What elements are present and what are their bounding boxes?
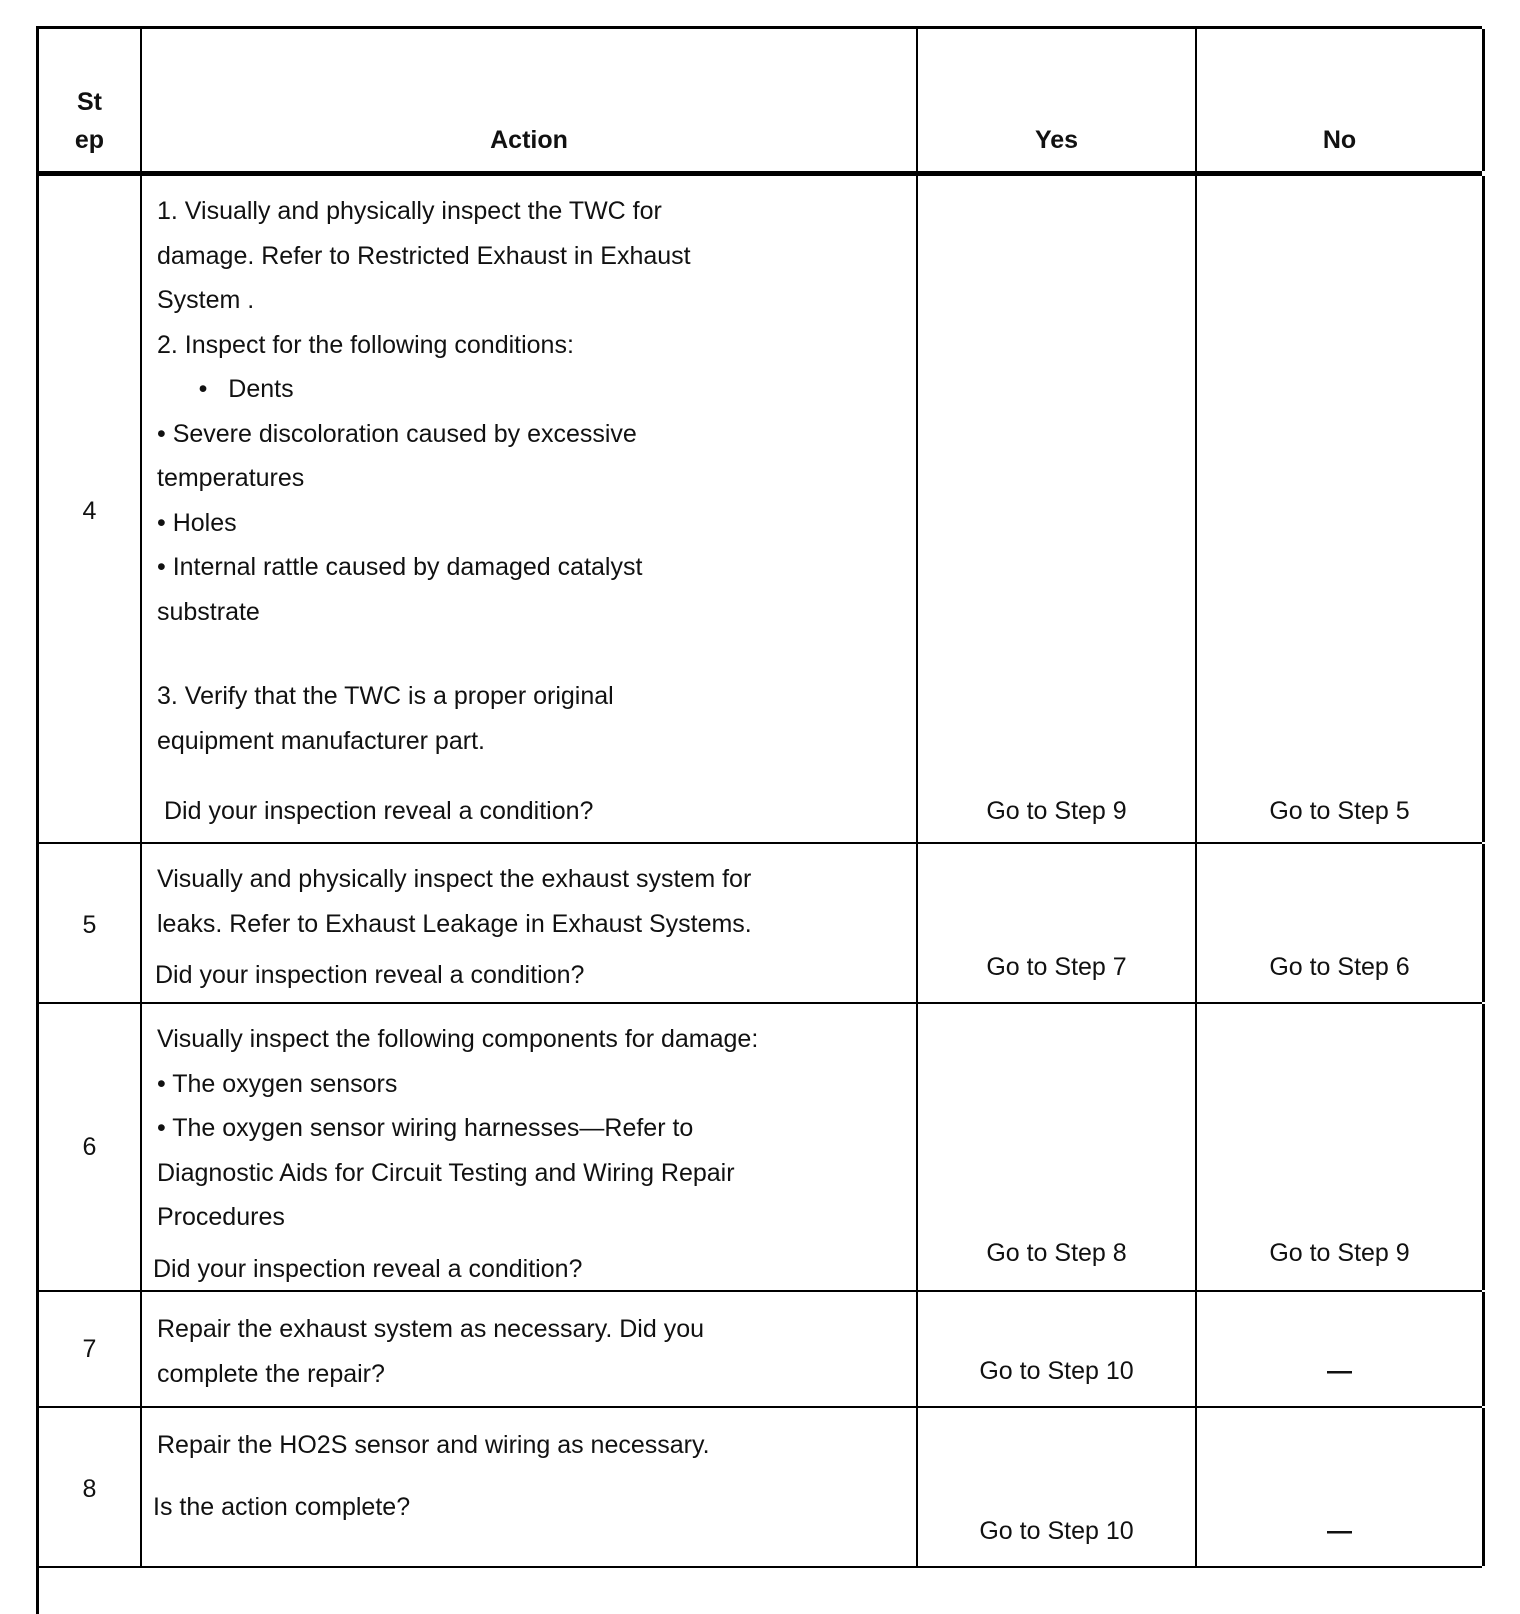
header-yes-label: Yes	[1034, 126, 1079, 154]
action-line: • The oxygen sensors	[157, 1069, 398, 1098]
no-outcome: Go to Step 5	[1269, 797, 1410, 825]
action-line: System .	[157, 286, 255, 314]
table-row	[39, 1004, 1482, 1292]
header-action-label: Action	[490, 126, 568, 154]
step-number: 7	[82, 1335, 97, 1363]
action-question: Is the action complete?	[153, 1493, 411, 1521]
action-line	[157, 641, 691, 681]
action-line: Visually inspect the following components for damage:	[157, 1025, 759, 1053]
no-cell	[1197, 1292, 1485, 1406]
yes-cell	[918, 1408, 1197, 1566]
action-line: temperatures	[157, 464, 305, 492]
header-step-cell	[39, 29, 142, 171]
step-cell	[39, 844, 142, 1002]
diagnostic-table	[36, 26, 1482, 1614]
yes-outcome: Go to Step 9	[986, 797, 1127, 825]
action-line: substrate	[157, 597, 260, 626]
step-number: 8	[82, 1475, 97, 1503]
no-outcome: Go to Step 6	[1269, 953, 1410, 981]
yes-outcome: Go to Step 8	[986, 1239, 1127, 1267]
table-row	[39, 844, 1482, 1004]
no-cell	[1197, 1408, 1485, 1566]
no-cell	[1197, 1004, 1485, 1290]
step-number: 5	[82, 911, 97, 939]
action-line: • Internal rattle caused by damaged catalyst	[157, 553, 643, 581]
action-cell	[142, 844, 918, 1002]
action-line: equipment manufacturer part.	[157, 726, 485, 755]
action-text	[157, 1024, 758, 1247]
yes-cell	[918, 176, 1197, 842]
header-action-cell	[142, 29, 918, 171]
header-no-label: No	[1322, 126, 1357, 154]
action-line: 2. Inspect for the following conditions:	[157, 330, 574, 359]
action-line: Diagnostic Aids for Circuit Testing and Wiring Repair	[157, 1158, 735, 1187]
action-text	[157, 864, 752, 953]
action-line: Visually and physically inspect the exhaust system for	[157, 865, 752, 893]
action-line: complete the repair?	[157, 1359, 385, 1388]
action-line: • The oxygen sensor wiring harnesses—Refer to	[157, 1114, 694, 1142]
action-line: • Severe discoloration caused by excessive	[157, 419, 637, 448]
table-row	[39, 176, 1482, 844]
yes-outcome: Go to Step 7	[986, 953, 1127, 981]
header-step-label-line1: St	[77, 88, 102, 116]
no-cell	[1197, 176, 1485, 842]
action-cell	[142, 1004, 918, 1290]
action-cell	[142, 1292, 918, 1406]
yes-cell	[918, 1004, 1197, 1290]
action-line: • Dents	[157, 375, 294, 403]
action-text	[157, 1430, 710, 1475]
no-outcome: —	[1327, 1517, 1352, 1545]
action-line: • Holes	[157, 508, 237, 537]
table-row	[39, 1408, 1482, 1568]
step-cell	[39, 1004, 142, 1290]
table-header-row	[39, 29, 1482, 176]
action-cell	[142, 176, 918, 842]
no-outcome: —	[1327, 1357, 1352, 1385]
yes-outcome: Go to Step 10	[979, 1517, 1134, 1545]
step-cell	[39, 1292, 142, 1406]
action-text	[157, 196, 691, 770]
action-text	[157, 1314, 704, 1403]
action-line: leaks. Refer to Exhaust Leakage in Exhaust Systems.	[157, 909, 752, 938]
step-number: 6	[82, 1133, 97, 1161]
action-line: Repair the exhaust system as necessary. Did you	[157, 1315, 705, 1343]
step-cell	[39, 1408, 142, 1566]
action-line: damage. Refer to Restricted Exhaust in Exhaust	[157, 241, 691, 270]
step-number: 4	[82, 497, 97, 525]
header-no-cell	[1197, 29, 1485, 171]
action-line: Repair the HO2S sensor and wiring as necessary.	[157, 1431, 710, 1459]
action-line: 1. Visually and physically inspect the TWC for	[157, 197, 662, 225]
action-line: 3. Verify that the TWC is a proper original	[157, 682, 614, 710]
action-question: Did your inspection reveal a condition?	[153, 1255, 583, 1283]
action-cell	[142, 1408, 918, 1566]
action-question: Did your inspection reveal a condition?	[155, 961, 585, 989]
action-question: Did your inspection reveal a condition?	[164, 797, 594, 825]
yes-cell	[918, 1292, 1197, 1406]
step-cell	[39, 176, 142, 842]
table-row	[39, 1292, 1482, 1408]
yes-outcome: Go to Step 10	[979, 1357, 1134, 1385]
no-cell	[1197, 844, 1485, 1002]
action-line: Procedures	[157, 1203, 285, 1231]
header-step-label-line2: ep	[74, 126, 105, 154]
yes-cell	[918, 844, 1197, 1002]
no-outcome: Go to Step 9	[1269, 1239, 1410, 1267]
header-yes-cell	[918, 29, 1197, 171]
